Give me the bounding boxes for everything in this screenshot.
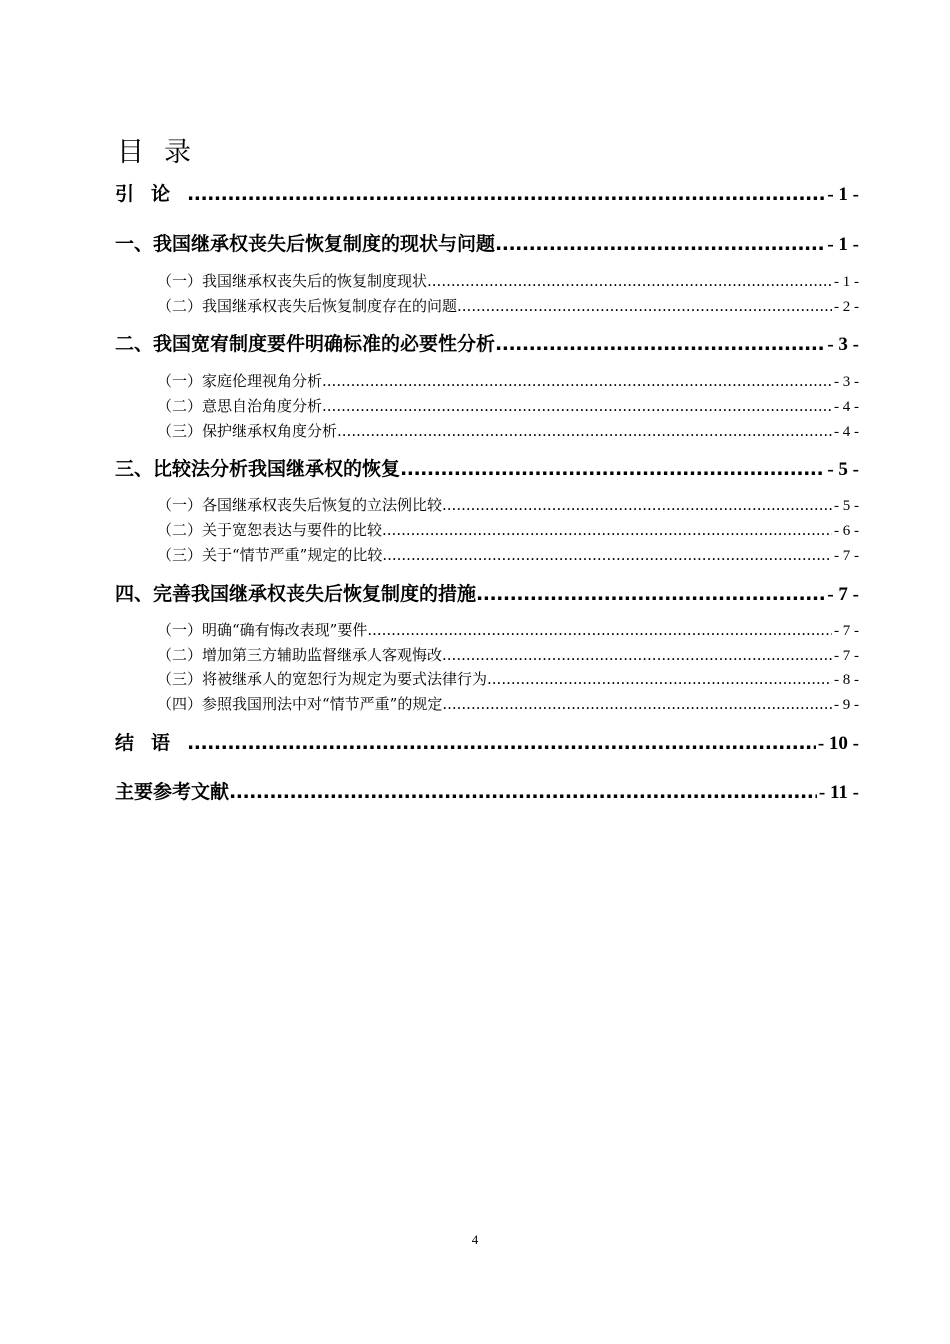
toc-subentry-page: - 7 - bbox=[834, 648, 859, 664]
toc-subentry-label: （二）我国继承权丧失后恢复制度存在的问题 bbox=[157, 297, 458, 315]
toc-subentry[interactable] bbox=[157, 619, 859, 641]
toc-subentry-page: - 1 - bbox=[834, 274, 859, 290]
toc-dot-leader bbox=[457, 295, 832, 317]
toc-subentry-page: - 2 - bbox=[834, 299, 859, 315]
toc-dot-leader bbox=[229, 778, 817, 806]
toc-subentry[interactable] bbox=[157, 395, 859, 417]
toc-dot-leader bbox=[495, 330, 825, 358]
toc-dot-leader bbox=[322, 395, 832, 417]
toc-dot-leader bbox=[382, 544, 832, 566]
toc-subentry[interactable] bbox=[157, 270, 859, 292]
toc-entry[interactable] bbox=[115, 180, 859, 208]
toc-dot-leader bbox=[442, 693, 832, 715]
toc-entry-page: - 5 - bbox=[827, 459, 859, 480]
toc-subentry[interactable] bbox=[157, 519, 859, 541]
toc-entry-page: - 11 - bbox=[818, 782, 859, 803]
toc-subentry-label: （四）参照我国刑法中对“情节严重”的规定 bbox=[157, 695, 443, 713]
toc-subentry-page: - 5 - bbox=[834, 498, 859, 514]
toc-dot-leader bbox=[382, 519, 832, 541]
toc-subentry-label: （一）家庭伦理视角分析 bbox=[157, 372, 323, 390]
toc-subentry-page: - 7 - bbox=[834, 548, 859, 564]
toc-entry[interactable] bbox=[115, 230, 859, 258]
toc-entry-page: - 7 - bbox=[827, 584, 859, 605]
toc-entry-page: - 10 - bbox=[817, 733, 859, 754]
toc-entry-label: 结语 bbox=[115, 732, 188, 754]
toc-entry[interactable] bbox=[115, 778, 859, 806]
toc-subentry-label: （二）增加第三方辅助监督继承人客观悔改 bbox=[157, 646, 443, 664]
toc-dot-leader bbox=[187, 180, 825, 208]
toc-entry-label: 四、完善我国继承权丧失后恢复制度的措施 bbox=[115, 583, 477, 605]
toc-subentry[interactable] bbox=[157, 370, 859, 392]
toc-entry[interactable] bbox=[115, 455, 859, 483]
toc-entry-label: 引论 bbox=[115, 183, 188, 205]
toc-subentry[interactable] bbox=[157, 644, 859, 666]
toc-entry-page: - 3 - bbox=[827, 334, 859, 355]
toc-subentry-page: - 8 - bbox=[834, 672, 859, 688]
toc-entry[interactable] bbox=[115, 580, 859, 608]
toc-dot-leader bbox=[476, 580, 825, 608]
toc-subentry[interactable] bbox=[157, 693, 859, 715]
toc-dot-leader bbox=[427, 270, 832, 292]
toc-subentry-label: （二）关于宽恕表达与要件的比较 bbox=[157, 521, 383, 539]
toc-dot-leader bbox=[495, 230, 825, 258]
toc-subentry-label: （三）关于“情节严重”规定的比较 bbox=[157, 546, 383, 564]
toc-entry-label: 三、比较法分析我国继承权的恢复 bbox=[115, 458, 401, 480]
toc-dot-leader bbox=[487, 668, 832, 690]
toc-entry[interactable] bbox=[115, 729, 859, 757]
toc-subentry[interactable] bbox=[157, 295, 859, 317]
toc-subentry-label: （一）各国继承权丧失后恢复的立法例比较 bbox=[157, 496, 443, 514]
toc-dot-leader bbox=[322, 370, 832, 392]
toc-dot-leader bbox=[187, 729, 816, 757]
toc-title: 目录 bbox=[117, 137, 211, 168]
toc-entry-page: - 1 - bbox=[827, 184, 859, 205]
toc-subentry[interactable] bbox=[157, 544, 859, 566]
toc-subentry-label: （二）意思自治角度分析 bbox=[157, 397, 323, 415]
toc-subentry-label: （三）将被继承人的宽恕行为规定为要式法律行为 bbox=[157, 670, 488, 688]
toc-entry-label: 一、我国继承权丧失后恢复制度的现状与问题 bbox=[115, 233, 496, 255]
toc-dot-leader bbox=[337, 420, 832, 442]
toc-subentry-label: （一）我国继承权丧失后的恢复制度现状 bbox=[157, 272, 428, 290]
toc-subentry-page: - 6 - bbox=[834, 523, 859, 539]
toc-subentry[interactable] bbox=[157, 668, 859, 690]
toc-entry[interactable] bbox=[115, 330, 859, 358]
toc-subentry-label: （三）保护继承权角度分析 bbox=[157, 422, 338, 440]
toc-subentry-page: - 4 - bbox=[834, 399, 859, 415]
toc-dot-leader bbox=[400, 455, 825, 483]
toc-subentry-page: - 3 - bbox=[834, 374, 859, 390]
toc-subentry-page: - 7 - bbox=[834, 623, 859, 639]
toc-entry-label: 主要参考文献 bbox=[115, 781, 230, 803]
toc-subentry-page: - 9 - bbox=[834, 697, 859, 713]
toc-subentry-label: （一）明确“确有悔改表现”要件 bbox=[157, 621, 368, 639]
page-number: 4 bbox=[471, 1232, 479, 1247]
toc-subentry[interactable] bbox=[157, 494, 859, 516]
toc-entry-page: - 1 - bbox=[827, 234, 859, 255]
toc-dot-leader bbox=[367, 619, 832, 641]
toc-subentry[interactable] bbox=[157, 420, 859, 442]
toc-dot-leader bbox=[442, 644, 832, 666]
toc-dot-leader bbox=[442, 494, 832, 516]
toc-entry-label: 二、我国宽宥制度要件明确标准的必要性分析 bbox=[115, 333, 496, 355]
toc-subentry-page: - 4 - bbox=[834, 424, 859, 440]
